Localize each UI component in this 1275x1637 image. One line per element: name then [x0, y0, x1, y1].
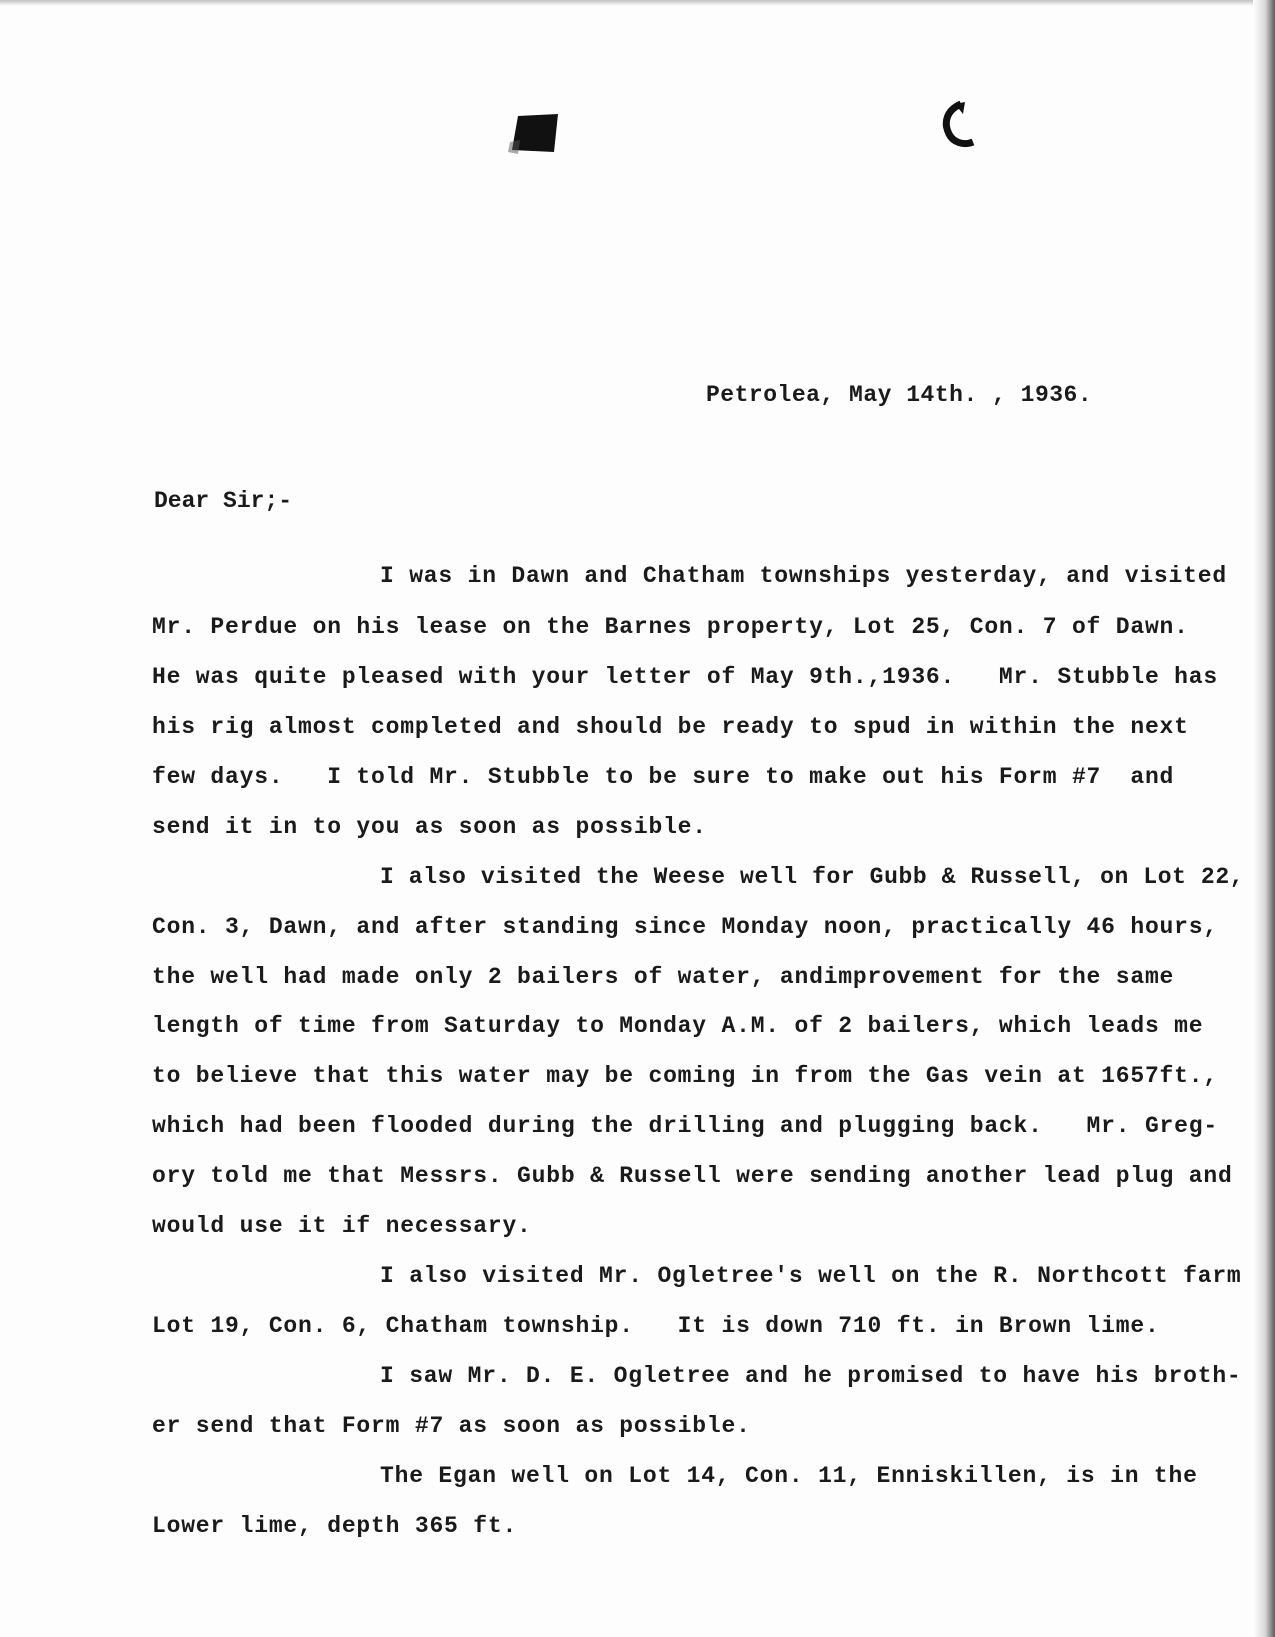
body-line: send it in to you as soon as possible. [152, 814, 707, 840]
body-line: Mr. Perdue on his lease on the Barnes property, Lot 25, Con. 7 of Dawn. [152, 614, 1189, 640]
body-line: er send that Form #7 as soon as possible. [152, 1413, 751, 1439]
body-line: The Egan well on Lot 14, Con. 11, Enniskillen, is in the [380, 1463, 1198, 1489]
body-line: few days. I told Mr. Stubble to be sure to make out his Form #7 and [152, 764, 1175, 790]
body-line: length of time from Saturday to Monday A.M. of 2 bailers, which leads me [152, 1013, 1204, 1039]
body-line: ory told me that Messrs. Gubb & Russell were sending another lead plug and [152, 1163, 1233, 1189]
punch-hole-mark-right [935, 100, 977, 150]
body-line: his rig almost completed and should be ready to spud in within the next [152, 714, 1189, 740]
letter-salutation: Dear Sir;- [154, 488, 293, 514]
body-line: Lower lime, depth 365 ft. [152, 1513, 518, 1539]
body-line: I also visited the Weese well for Gubb & Russell, on Lot 22, [380, 864, 1245, 890]
body-line: I was in Dawn and Chatham townships yesterday, and visited [380, 563, 1227, 589]
letter-dateline: Petrolea, May 14th. , 1936. [706, 382, 1093, 408]
body-line: Con. 3, Dawn, and after standing since Monday noon, practically 46 hours, [152, 914, 1218, 940]
body-line: would use it if necessary. [152, 1213, 532, 1239]
punch-hole-mark-left [508, 112, 562, 156]
page-top-edge [0, 0, 1275, 6]
page-right-edge-shadow [1253, 0, 1275, 1637]
body-line: He was quite pleased with your letter of May 9th.,1936. Mr. Stubble has [152, 664, 1218, 690]
body-line: to believe that this water may be coming in from the Gas vein at 1657ft., [152, 1063, 1218, 1089]
body-line: the well had made only 2 bailers of water, andimprovement for the same [152, 964, 1175, 990]
body-line: I saw Mr. D. E. Ogletree and he promised to have his broth- [380, 1363, 1242, 1389]
body-line: Lot 19, Con. 6, Chatham township. It is down 710 ft. in Brown lime. [152, 1313, 1160, 1339]
body-line: I also visited Mr. Ogletree's well on the R. Northcott farm [380, 1263, 1242, 1289]
body-line: which had been flooded during the drilling and plugging back. Mr. Greg- [152, 1113, 1218, 1139]
